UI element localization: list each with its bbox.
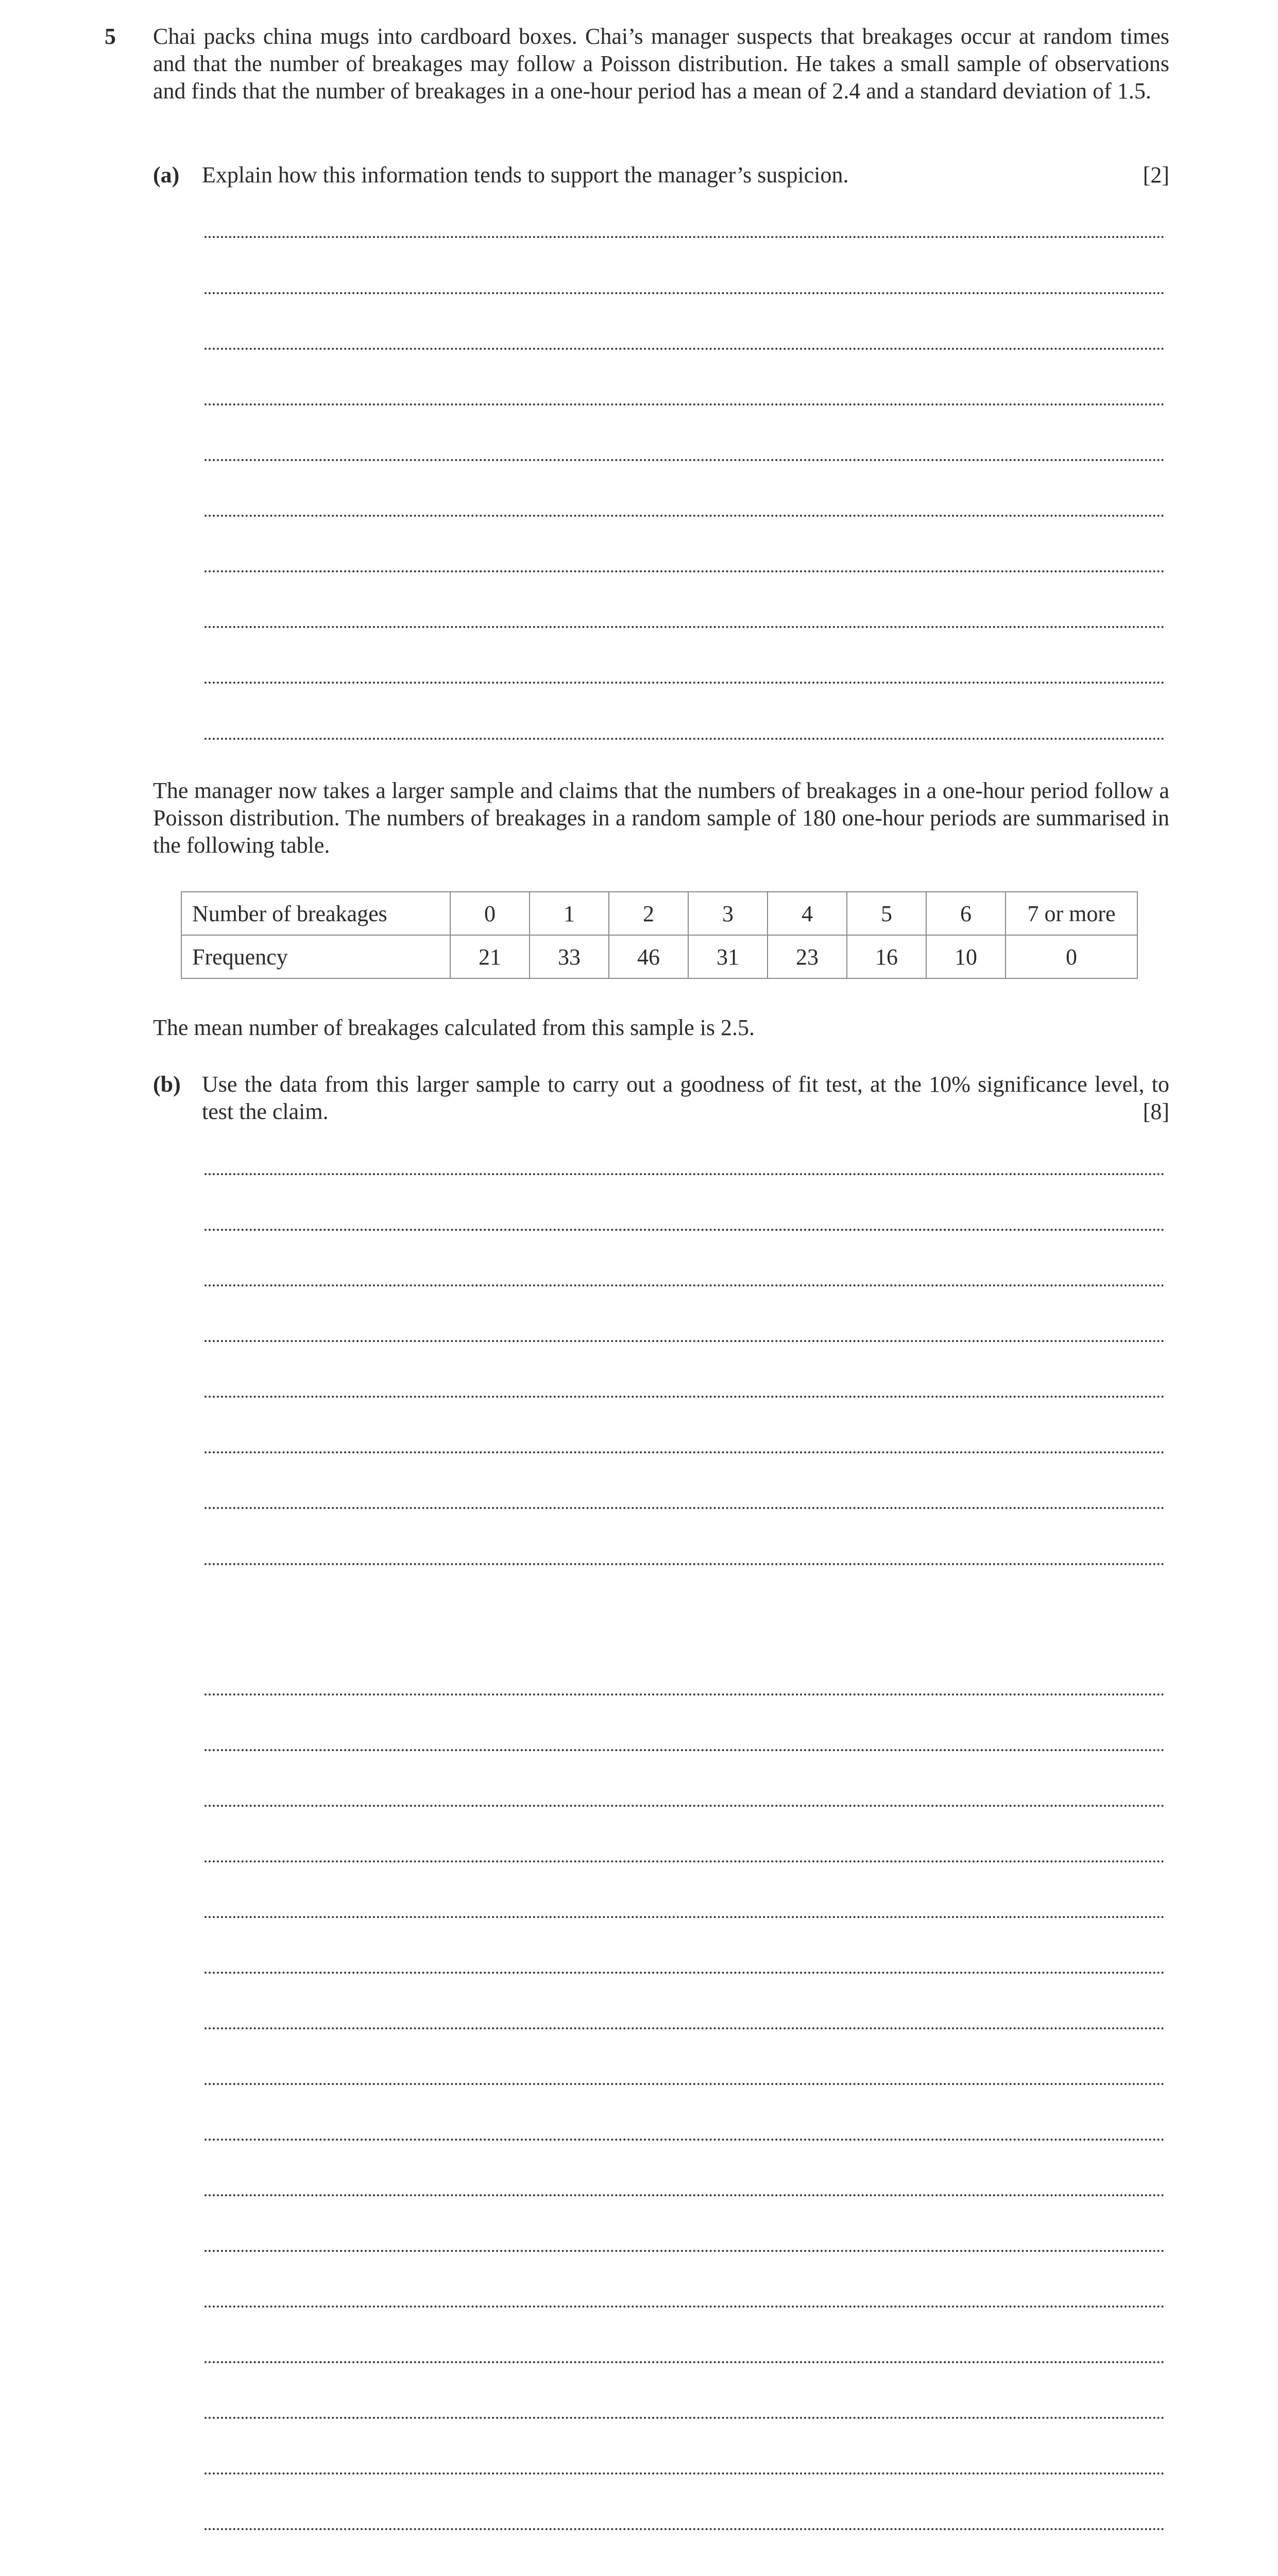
answer-line[interactable] [205, 1693, 1165, 1696]
answer-line[interactable] [205, 2472, 1165, 2475]
answer-line[interactable] [205, 1860, 1165, 1862]
answer-line[interactable] [205, 2027, 1165, 2029]
part-a-label: (a) [153, 162, 180, 188]
middle-paragraph: The manager now takes a larger sample and claims that the numbers of breakages in a one-hour period follow a Poisson distribution. The numbers of breakages in a random sample of 180 one-hour periods are summarised in the following table. [153, 778, 1169, 858]
answer-line[interactable] [205, 570, 1165, 572]
table-cell: 46 [609, 935, 688, 978]
answer-line[interactable] [205, 2250, 1165, 2252]
answer-line[interactable] [205, 348, 1165, 350]
answer-line[interactable] [205, 738, 1165, 740]
table-cell: 4 [768, 892, 847, 935]
table-cell: 23 [768, 935, 847, 978]
part-b-marks: [8] [1143, 1099, 1169, 1124]
answer-line[interactable] [205, 2083, 1165, 2085]
mean-note: The mean number of breakages calculated from this sample is 2.5. [153, 1015, 755, 1040]
part-b-text: Use the data from this larger sample to carry out a goodness of fit test, at the 10% significance level, to test the claim. [202, 1072, 1169, 1124]
table-cell: 7 or more [1006, 892, 1137, 935]
answer-line[interactable] [205, 236, 1165, 238]
answer-line[interactable] [205, 1563, 1165, 1565]
answer-line[interactable] [205, 682, 1165, 684]
answer-line[interactable] [205, 292, 1165, 294]
answer-line[interactable] [205, 2194, 1165, 2196]
answer-line[interactable] [205, 2306, 1165, 2308]
answer-line[interactable] [205, 515, 1165, 517]
answer-line[interactable] [205, 1451, 1165, 1453]
row-label-breakages: Number of breakages [181, 892, 450, 935]
question-intro: Chai packs china mugs into cardboard boxes. Chai’s manager suspects that breakages occur at random times and that the number of breakages may follow a Poisson distribution. He takes a small sample of observations and finds that the number of breakages in a one-hour period has a mean of 2.4 and a standard deviation of 1.5. [153, 24, 1169, 104]
answer-line[interactable] [205, 626, 1165, 628]
answer-line[interactable] [205, 1340, 1165, 1342]
answer-line[interactable] [205, 2361, 1165, 2363]
table-cell: 3 [688, 892, 768, 935]
answer-line[interactable] [205, 1173, 1165, 1175]
answer-line[interactable] [205, 1749, 1165, 1751]
table-row [181, 892, 1137, 935]
answer-line[interactable] [205, 1805, 1165, 1807]
answer-line[interactable] [205, 1507, 1165, 1509]
table-cell: 5 [847, 892, 926, 935]
table-row [181, 935, 1137, 978]
answer-line[interactable] [205, 1396, 1165, 1398]
part-a-text: Explain how this information tends to support the manager’s suspicion. [202, 162, 849, 188]
answer-line[interactable] [205, 459, 1165, 461]
row-label-frequency: Frequency [181, 935, 450, 978]
answer-line[interactable] [205, 2528, 1165, 2530]
answer-line[interactable] [205, 1916, 1165, 1918]
table-cell: 6 [926, 892, 1006, 935]
table-cell: 10 [926, 935, 1006, 978]
table-cell: 31 [688, 935, 768, 978]
answer-line[interactable] [205, 1229, 1165, 1231]
part-b-label: (b) [153, 1072, 181, 1097]
table-cell: 1 [530, 892, 609, 935]
table-cell: 0 [450, 892, 530, 935]
question-number: 5 [105, 24, 116, 49]
answer-line[interactable] [205, 403, 1165, 405]
table-cell: 33 [530, 935, 609, 978]
answer-line[interactable] [205, 2417, 1165, 2419]
table-cell: 2 [609, 892, 688, 935]
answer-line[interactable] [205, 2139, 1165, 2141]
table-cell: 0 [1006, 935, 1137, 978]
table-cell: 21 [450, 935, 530, 978]
answer-line[interactable] [205, 1972, 1165, 1974]
part-a-marks: [2] [1143, 162, 1169, 188]
table-cell: 16 [847, 935, 926, 978]
frequency-table [181, 891, 1138, 979]
answer-line[interactable] [205, 1284, 1165, 1286]
